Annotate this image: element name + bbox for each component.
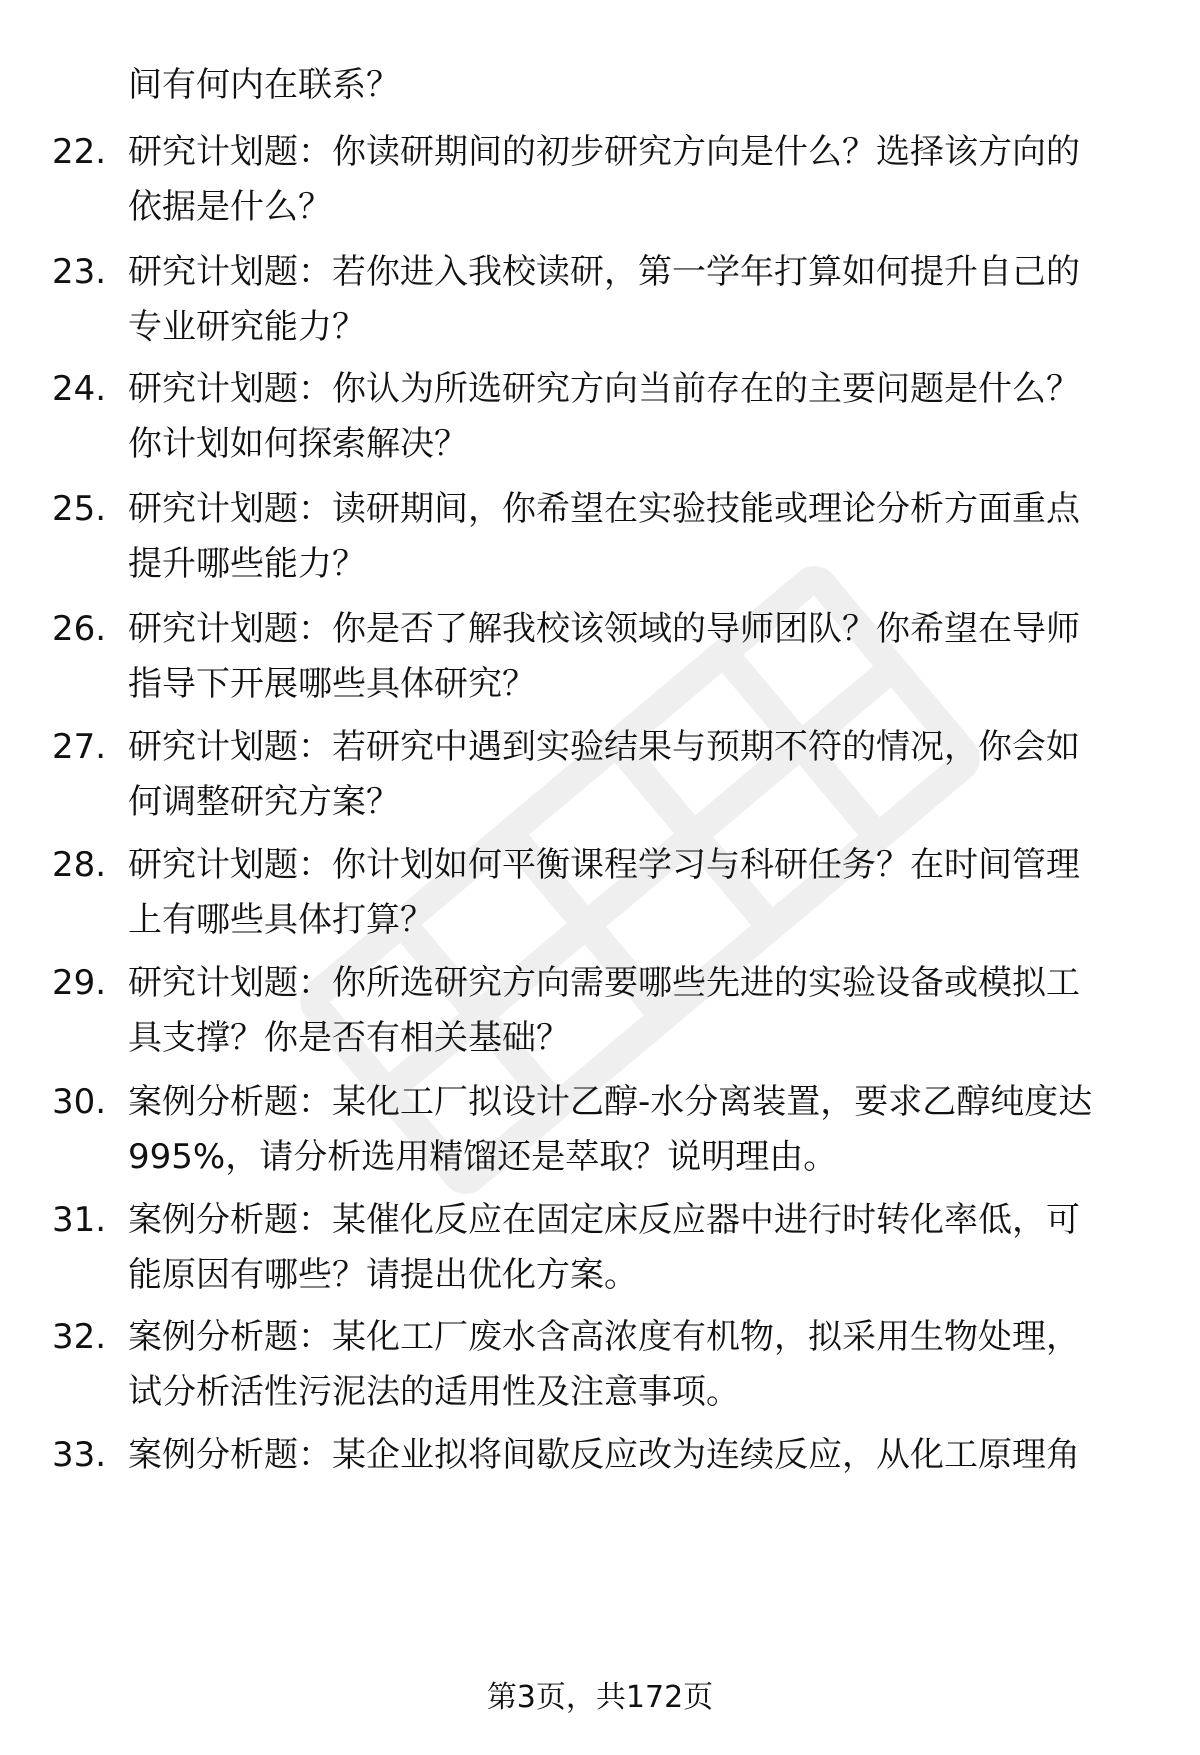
item-number: 24. <box>52 369 107 409</box>
item-text-line: 研究计划题：你读研期间的初步研究方向是什么？选择该方向的 <box>128 132 1080 172</box>
item-text <box>128 1310 1158 1420</box>
item-text <box>128 362 1158 472</box>
item-text-line: 依据是什么？ <box>128 187 332 227</box>
item-number: 33. <box>52 1435 107 1475</box>
item-text <box>128 482 1158 592</box>
item-text-line: 研究计划题：若研究中遇到实验结果与预期不符的情况，你会如 <box>128 727 1080 767</box>
item-text-line: 上有哪些具体打算？ <box>128 900 434 940</box>
item-text-line: 案例分析题：某化工厂拟设计乙醇-水分离装置，要求乙醇纯度达 <box>128 1082 1093 1122</box>
item-text-line: 研究计划题：你所选研究方向需要哪些先进的实验设备或模拟工 <box>128 963 1080 1003</box>
item-text-line: 案例分析题：某催化反应在固定床反应器中进行时转化率低，可 <box>128 1200 1080 1240</box>
item-text <box>128 838 1158 948</box>
page-footer: 第3页，共172页 <box>486 1680 714 1715</box>
item-text-line: 能原因有哪些？请提出优化方案。 <box>128 1255 638 1295</box>
item-text-line: 研究计划题：你是否了解我校该领域的导师团队？你希望在导师 <box>128 609 1080 649</box>
item-text <box>128 1193 1158 1303</box>
item-text-line: 你计划如何探索解决？ <box>128 424 468 464</box>
item-text-line: 研究计划题：读研期间，你希望在实验技能或理论分析方面重点 <box>128 489 1080 529</box>
item-text <box>128 956 1158 1066</box>
item-text-line: 研究计划题：你计划如何平衡课程学习与科研任务？在时间管理 <box>128 845 1080 885</box>
item-text-line: 研究计划题：若你进入我校读研，第一学年打算如何提升自己的 <box>128 252 1080 292</box>
item-text-line: 案例分析题：某企业拟将间歇反应改为连续反应，从化工原理角 <box>128 1435 1080 1475</box>
item-text-line: 案例分析题：某化工厂废水含高浓度有机物，拟采用生物处理， <box>128 1317 1080 1357</box>
item-text <box>128 720 1158 830</box>
item-number: 30. <box>52 1082 107 1122</box>
item-text-line: 研究计划题：你认为所选研究方向当前存在的主要问题是什么？ <box>128 369 1080 409</box>
item-text <box>128 125 1158 235</box>
item-number: 32. <box>52 1317 107 1357</box>
item-text-line: 何调整研究方案？ <box>128 782 400 822</box>
item-text-line: 具支撑？你是否有相关基础？ <box>128 1018 570 1058</box>
item-number: 22. <box>52 132 107 172</box>
item-number: 27. <box>52 727 107 767</box>
item-text-line: 995%，请分析选用精馏还是萃取？说明理由。 <box>128 1137 838 1177</box>
item-text-line: 指导下开展哪些具体研究？ <box>128 664 536 704</box>
item-number: 25. <box>52 489 107 529</box>
item-number: 26. <box>52 609 107 649</box>
item-number: 23. <box>52 252 107 292</box>
item-number: 28. <box>52 845 107 885</box>
item-text-line: 试分析活性污泥法的适用性及注意事项。 <box>128 1372 740 1412</box>
item-text <box>128 1428 1158 1483</box>
item-text-line: 专业研究能力？ <box>128 307 366 347</box>
item-text <box>128 1075 1158 1185</box>
item-text-line: 提升哪些能力？ <box>128 544 366 584</box>
item-text <box>128 58 1158 113</box>
item-text <box>128 602 1158 712</box>
item-number: 31. <box>52 1200 107 1240</box>
item-text <box>128 245 1158 355</box>
item-text-line: 间有何内在联系？ <box>128 65 400 105</box>
item-number: 29. <box>52 963 107 1003</box>
